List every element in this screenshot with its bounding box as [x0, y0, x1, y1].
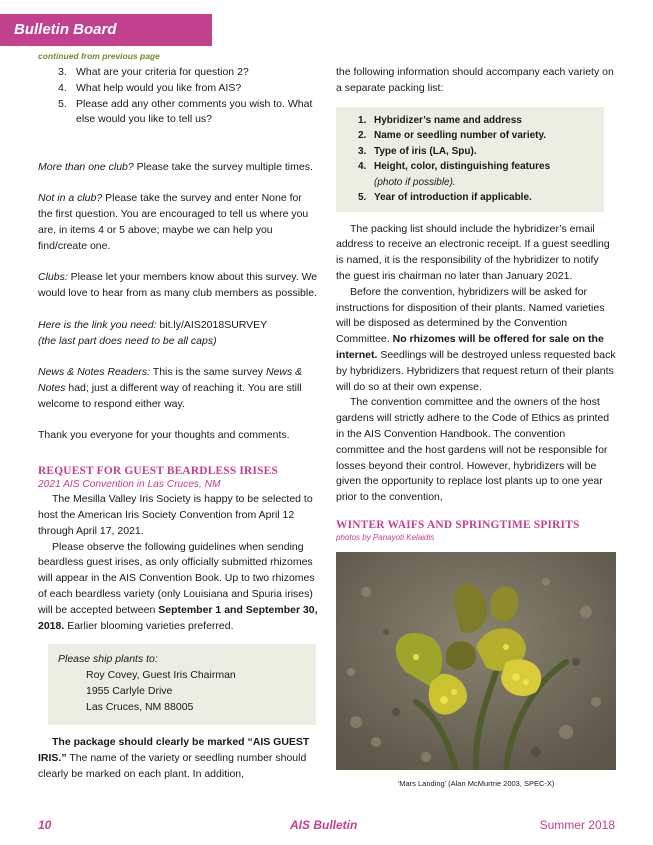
list-item: 3. What are your criteria for question 2? [58, 66, 249, 78]
request-heading: REQUEST FOR GUEST BEARDLESS IRISES [38, 465, 278, 478]
request-paragraph-2: Please observe the following guidelines when sending beardless guest irises, as only officially submitted rhizomes will appear in the AIS Convention Book. Up to two rhizomes of each beardless variety (only Louisiana and Spuria irises) will be accepted between September 1 and September 30, 2018. Earlier blooming varieties preferred. [38, 540, 318, 632]
request-paragraph-1: The Mesilla Valley Iris Society is happy to be selected to host the American Iris Society Convention from April 12 through April 17, 2021. [38, 493, 313, 537]
iris-photo [336, 552, 616, 770]
banner-title: Bulletin Board [14, 21, 117, 38]
ethics-paragraph: The convention committee and the owners of the host gardens will strictly adhere to the Code of Ethics as printed in the AIS Convention Handbook. The convention committee and the host gardens will not be responsible for losses beyond their control. However, hybridizers will be given the opportunity to replace lost plants up to one year prior to the convention, [336, 396, 610, 504]
photo-credit: photos by Panayoti Kelaidis [336, 532, 435, 542]
thanks-paragraph: Thank you everyone for your thoughts and comments. [38, 429, 290, 442]
ship-label: Please ship plants to: [58, 653, 158, 666]
packing-list-box [336, 107, 604, 212]
question-list [38, 65, 318, 128]
list-item: 2. Name or seedling number of variety. [358, 130, 547, 142]
packing-intro: the following information should accompany each variety on a separate packing list: [336, 66, 614, 94]
continued-note: continued from previous page [38, 51, 160, 61]
disposition-paragraph: Before the convention, hybridizers will be asked for instructions for disposition of their plants. Named varieties will be disposed as determined by the Convention Committee. No rhizomes will be offered for sale on the internet. Seedlings will be destroyed unless requested back by hybridizers. Hybridizers that request return of their plants will do so at their own expense. [336, 285, 616, 393]
iris-illustration [336, 552, 616, 770]
survey-link-paragraph: Here is the link you need: bit.ly/AIS2018SURVEY [38, 318, 268, 331]
list-item: 3. Type of iris (LA, Spu). [358, 145, 477, 157]
left-column [38, 65, 318, 783]
section-banner [0, 14, 212, 46]
list-item: 5. Year of introduction if applicable. [358, 192, 532, 204]
request-subhead: 2021 AIS Convention in Las Cruces, NM [38, 479, 221, 491]
not-club-paragraph: Not in a club? Please take the survey and enter None for the first question. You are encouraged to tell us where you are, in items 4 or 5 above; maybe we can help you find/create one. [38, 192, 309, 252]
winter-heading: WINTER WAIFS AND SPRINGTIME SPIRITS [336, 518, 580, 531]
right-column [336, 65, 616, 792]
multiple-club-paragraph: More than one club? Please take the survey multiple times. [38, 160, 313, 173]
list-item: 5. Please add any other comments you wish to. What else would you like to tell us? [58, 97, 313, 126]
issue-label: Summer 2018 [539, 818, 615, 832]
publication-title: AIS Bulletin [290, 818, 358, 832]
packing-paragraph: The packing list should include the hybridizer’s email address to receive an electronic receipt. If a guest seedling is named, it is the responsibility of the hybridizer to notify the guest iris chairman no later than January 2021. [336, 222, 610, 282]
address-line: 1955 Carlyle Drive [86, 684, 173, 697]
survey-link[interactable]: bit.ly/AIS2018SURVEY [156, 318, 268, 331]
news-notes-paragraph: News & Notes Readers: This is the same survey News & Notes had; just a different way of reaching it. You are still welcome to respond either way. [38, 366, 303, 410]
package-paragraph: The package should clearly be marked “AIS GUEST IRIS.” The name of the variety or seedling number should clearly be marked on each plant. In addition, [38, 736, 310, 781]
list-item: 4. Height, color, distinguishing features (photo if possible). [358, 161, 551, 188]
packing-list [358, 113, 594, 206]
page-number: 10 [38, 818, 52, 832]
address-line: Las Cruces, NM 88005 [86, 700, 194, 713]
photo-caption: ‘Mars Landing’ (Alan McMurtrie 2003, SPEC-X) [397, 778, 555, 788]
survey-link-note: (the last part does need to be all caps) [38, 334, 217, 347]
list-item: 4. What help would you like from AIS? [58, 81, 242, 94]
list-item: 1. Hybridizer’s name and address [358, 114, 522, 126]
shipping-address-box [48, 644, 316, 725]
address-line: Roy Covey, Guest Iris Chairman [86, 669, 236, 682]
clubs-paragraph: Clubs: Please let your members know about this survey. We would love to hear from as many club members as possible. [38, 271, 318, 300]
